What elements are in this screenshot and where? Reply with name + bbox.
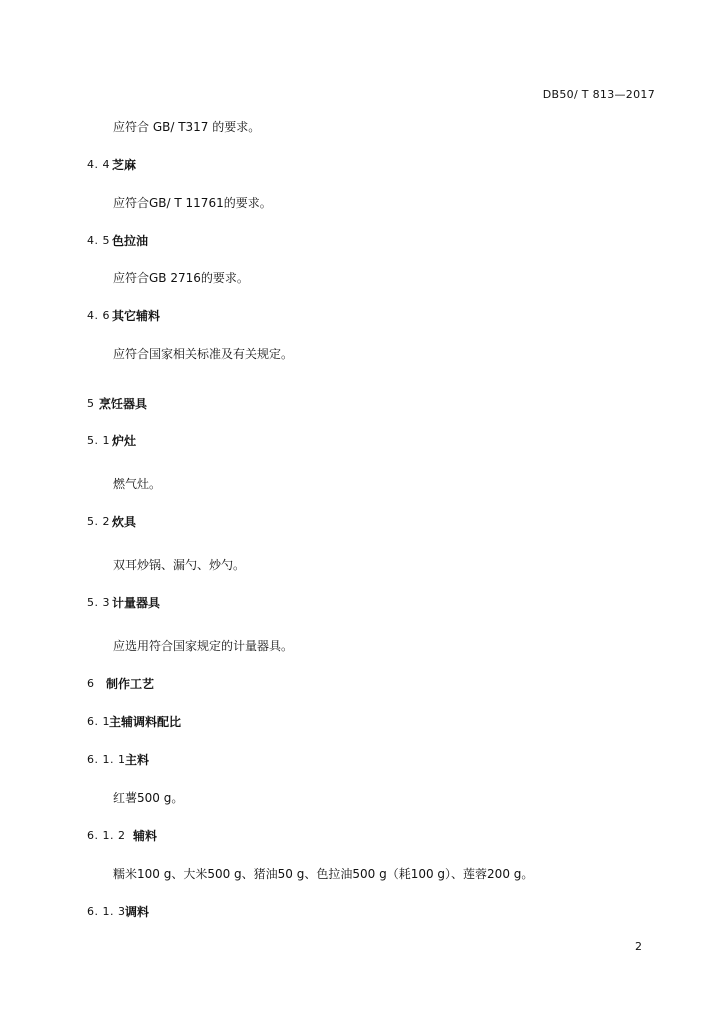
section-number: 4. 4	[87, 158, 110, 171]
paragraph-main-ingredient: 红薯500 g。	[113, 791, 184, 805]
section-heading-4-5	[87, 233, 487, 249]
paragraph-national-standards: 应符合国家相关标准及有关规定。	[113, 347, 294, 361]
section-heading-6-1-2	[87, 828, 487, 844]
section-heading-6-1-1	[87, 752, 487, 768]
paragraph-measuring-tools: 应选用符合国家规定的计量器具。	[113, 639, 294, 653]
section-number: 6. 1. 2	[87, 829, 126, 842]
section-title: 计量器具	[112, 596, 161, 610]
section-heading-5-3	[87, 595, 487, 611]
section-title: 色拉油	[112, 234, 149, 248]
section-heading-4-4	[87, 157, 487, 173]
section-title: 芝麻	[112, 158, 137, 172]
section-heading-6	[87, 676, 487, 692]
section-heading-4-6	[87, 308, 487, 324]
section-heading-6-1	[87, 714, 487, 730]
section-title: 主料	[125, 753, 150, 767]
section-heading-5	[87, 396, 487, 412]
section-heading-6-1-3	[87, 904, 487, 920]
paragraph-cookware: 双耳炒锅、漏勺、炒勺。	[113, 558, 246, 572]
standard-code-header: DB50/ T 813—2017	[542, 88, 655, 101]
paragraph-gas-stove: 燃气灶。	[113, 477, 162, 491]
section-title: 其它辅料	[112, 309, 161, 323]
page-number: 2	[635, 940, 642, 953]
paragraph-auxiliary-ingredients: 糯米100 g、大米500 g、猪油50 g、色拉油500 g（耗100 g）、莲蓉200 g。	[113, 867, 534, 881]
section-number: 6. 1	[87, 715, 110, 728]
section-number: 5. 2	[87, 515, 110, 528]
section-title: 烹饪器具	[99, 397, 148, 411]
section-title: 调料	[125, 905, 150, 919]
paragraph-gb-t11761: 应符合GB/ T 11761的要求。	[113, 196, 272, 210]
paragraph-gb-2716: 应符合GB 2716的要求。	[113, 271, 249, 285]
section-heading-5-2	[87, 514, 487, 530]
section-title: 炉灶	[112, 434, 137, 448]
section-number: 6. 1. 3	[87, 905, 126, 918]
section-number: 6. 1. 1	[87, 753, 126, 766]
section-number: 5	[87, 397, 95, 410]
section-number: 6	[87, 677, 95, 690]
section-number: 4. 6	[87, 309, 110, 322]
section-heading-5-1	[87, 433, 487, 449]
paragraph-gb-t317: 应符合 GB/ T317 的要求。	[113, 120, 261, 134]
section-title: 主辅调料配比	[109, 715, 182, 729]
section-title: 炊具	[112, 515, 137, 529]
section-number: 5. 3	[87, 596, 110, 609]
section-title: 制作工艺	[106, 677, 155, 691]
section-number: 4. 5	[87, 234, 110, 247]
section-number: 5. 1	[87, 434, 110, 447]
section-title: 辅料	[133, 829, 158, 843]
